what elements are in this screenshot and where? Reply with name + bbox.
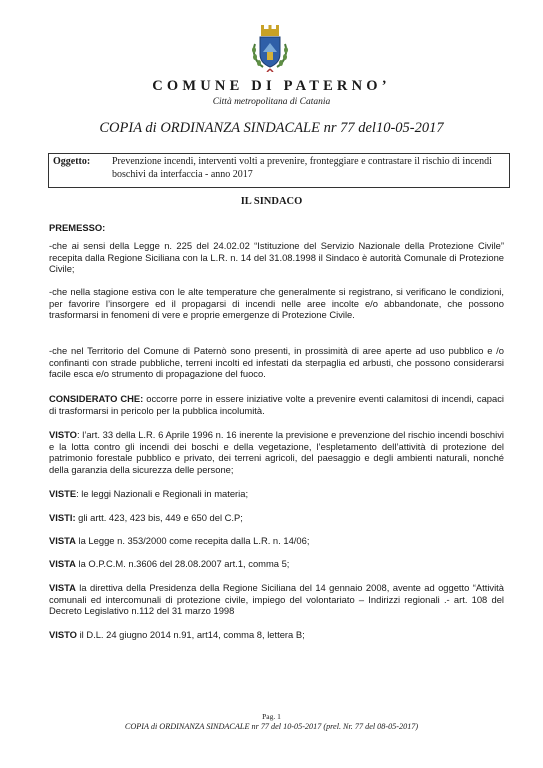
oggetto-text: Prevenzione incendi, interventi volti a prevenire, fronteggiare e contrastare il rischio di incendi boschivi da interfaccia - anno 2017	[112, 156, 492, 180]
visto-text: il D.L. 24 giugno 2014 n.91, art14, comma 8, lettera B;	[76, 629, 305, 640]
vista-text: la O.P.C.M. n.3606 del 28.08.2007 art.1, comma 5;	[75, 558, 290, 569]
vista-label: VISTA	[49, 535, 76, 546]
comune-heading: COMUNE DI PATERNO’	[152, 78, 391, 94]
paragraph-stagione-estiva: -che nella stagione estiva con le alte temperature che generalmente si registrano, si verificano le condizioni, per favorire l’insorgere ed il propagarsi di incendi nelle aree incolte e/o abbandonate, che possono trasformarsi in fenomeni di vere e proprie emergenze di Protezione Civile.	[49, 286, 504, 321]
paragraph-considerato	[49, 393, 504, 416]
citta-subheading: Città metropolitana di Catania	[212, 97, 331, 107]
visti-label: VISTI:	[49, 512, 76, 523]
viste-label: VISTE	[49, 488, 77, 499]
vista-text: la direttiva della Presidenza della Regione Siciliana del 14 gennaio 2008, avente ad oggetto “Attività comunali ed intercomunali di protezione civile, impiego del volontariato – Indirizzi regionali .- art. 108 del Decreto Legislativo n.112 del 31 marzo 1998	[49, 582, 504, 617]
footer-reference: COPIA di ORDINANZA SINDACALE nr 77 del 10-05-2017 (prel. Nr. 77 del 08-05-2017)	[124, 722, 419, 731]
paragraph-vista-legge-353	[49, 535, 504, 547]
paragraph-visto-lr16	[49, 429, 504, 475]
paragraph-viste	[49, 488, 504, 500]
visti-text: gli artt. 423, 423 bis, 449 e 650 del C.P;	[75, 512, 243, 523]
paragraph-legge-225: -che ai sensi della Legge n. 225 del 24.02.02 “Istituzione del Servizio Nazionale della Protezione Civile” recepita dalla Regione Siciliana con la L.R. n. 14 del 31.08.1998 il Sindaco è autorità Comunale di Protezione Civile;	[49, 240, 504, 275]
oggetto-box	[48, 153, 510, 188]
document-title: COPIA di ORDINANZA SINDACALE nr 77 del10-05-2017	[99, 120, 444, 136]
coat-of-arms-icon	[249, 24, 291, 72]
considerato-label: CONSIDERATO CHE:	[49, 393, 144, 404]
vista-text: la Legge n. 353/2000 come recepita dalla L.R. n. 14/06;	[75, 535, 310, 546]
visto-label: VISTO	[49, 429, 77, 440]
visto-label: VISTO	[49, 629, 77, 640]
premesso-heading: PREMESSO:	[49, 222, 106, 233]
paragraph-vista-opcm	[49, 558, 504, 570]
il-sindaco-heading: IL SINDACO	[240, 196, 303, 207]
paragraph-territorio: -che nel Territorio del Comune di Paternò sono presenti, in prossimità di aree aperte ad uso pubblico e /o confinanti con strade pubbliche, terreni incolti ed infestati da sterpaglia ed arbusti, che possono considerarsi facile esca e/o strumento di propagazione del fuoco.	[49, 345, 504, 380]
paragraph-visto-dl	[49, 629, 504, 641]
paragraph-vista-direttiva	[49, 582, 504, 617]
paragraph-visti	[49, 512, 504, 524]
vista-label: VISTA	[49, 582, 76, 593]
visto-text: : l’art. 33 della L.R. 6 Aprile 1996 n. 16 inerente la previsione e prevenzione del rischio incendi boschivi e la lotta contro gli incendi dei boschi e della vegetazione, l’espletamento dell’attività di protezione del patrimonio forestale pubblico e privato, dei terreni agricoli, del paesaggio e degli ambienti naturali, nonché della garanzia della sicurezza delle persone;	[49, 429, 504, 475]
page-number: Pag. 1	[262, 712, 281, 721]
considerato-text: occorre porre in essere iniziative volte a prevenire eventi calamitosi di incendi, capaci di trasformarsi in pericolo per la pubblica incolumità.	[49, 393, 504, 416]
viste-text: : le leggi Nazionali e Regionali in materia;	[76, 488, 249, 499]
oggetto-label: Oggetto:	[53, 156, 91, 167]
vista-label: VISTA	[49, 558, 76, 569]
